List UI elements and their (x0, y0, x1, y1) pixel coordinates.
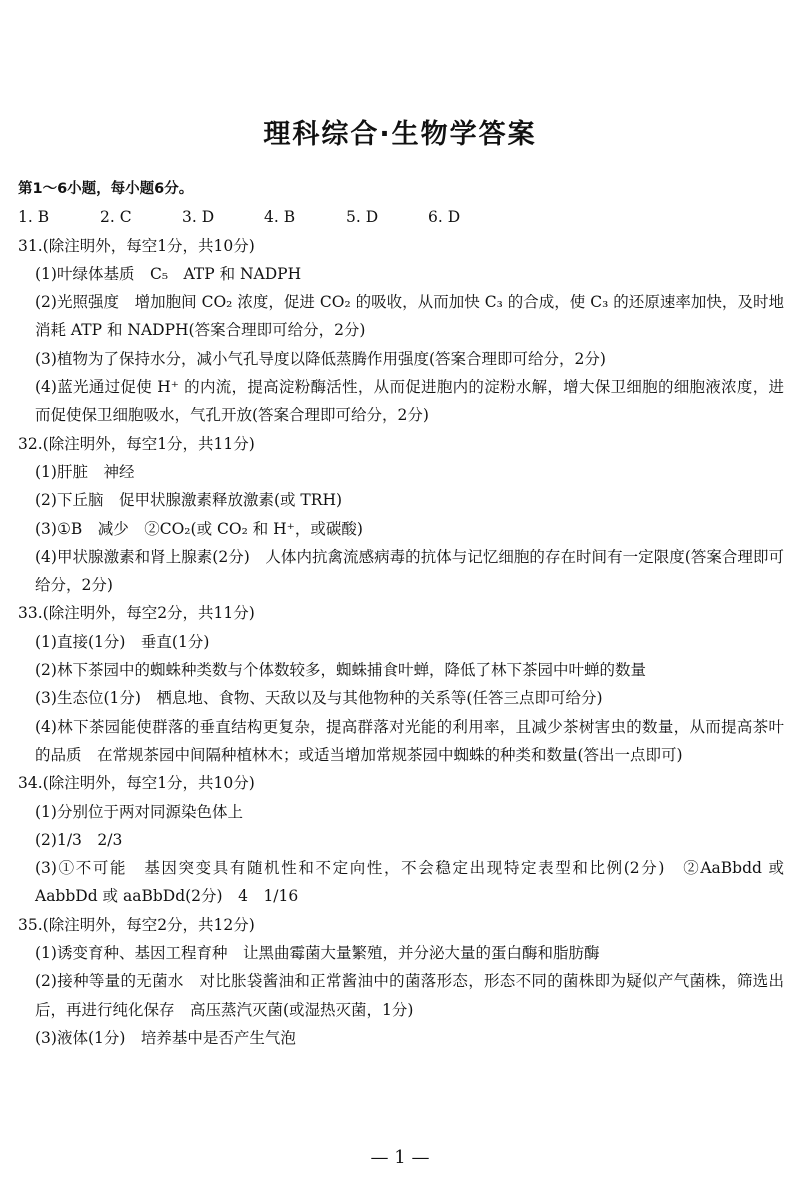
choice-answer-4: 4. B (264, 208, 296, 227)
q32-part1: (1)肝脏 神经 (35, 462, 135, 481)
choice-answer-3: 3. D (182, 208, 215, 227)
q34-part2: (2)1/3 2/3 (35, 830, 123, 849)
q31-header: 31.(除注明外，每空1分，共10分) (18, 236, 255, 255)
q31-part2: (2)光照强度 增加胞间 CO₂ 浓度，促进 CO₂ 的吸收，从而加快 C₃ 的合成，使 C₃ 的还原速率加快，及时地消耗 ATP 和 NADPH(答案合理即可给分，2分) (35, 293, 784, 340)
page-number: — 1 — (370, 1147, 430, 1168)
answer-content (18, 175, 784, 1052)
q33-part4: (4)林下茶园能使群落的垂直结构更复杂，提高群落对光能的利用率，且减少茶树害虫的数量，从而提高茶叶的品质 在常规茶园中间隔种植林木；或适当增加常规茶园中蜘蛛的种类和数量(答出一点即可) (35, 717, 784, 764)
q32-part2: (2)下丘脑 促甲状腺激素释放激素(或 TRH) (35, 491, 343, 510)
q31-part4: (4)蓝光通过促使 H⁺ 的内流，提高淀粉酶活性，从而促进胞内的淀粉水解，增大保卫细胞的细胞液浓度，进而促使保卫细胞吸水，气孔开放(答案合理即可给分，2分) (35, 378, 784, 425)
q35-header: 35.(除注明外，每空2分，共12分) (18, 915, 255, 934)
q33-header: 33.(除注明外，每空2分，共11分) (18, 604, 255, 623)
q32-part3: (3)①B 减少 ②CO₂(或 CO₂ 和 H⁺，或碳酸) (35, 519, 363, 538)
q35-part2: (2)接种等量的无菌水 对比胀袋酱油和正常酱油中的菌落形态，形态不同的菌株即为疑似产气菌株，筛选出后，再进行纯化保存 高压蒸汽灭菌(或湿热灭菌，1分) (35, 972, 784, 1019)
choice-answer-6: 6. D (428, 208, 461, 227)
q34-header: 34.(除注明外，每空1分，共10分) (18, 774, 255, 793)
q34-part1: (1)分别位于两对同源染色体上 (35, 802, 243, 821)
q35-part3: (3)液体(1分) 培养基中是否产生气泡 (35, 1028, 296, 1047)
choice-answer-2: 2. C (100, 208, 132, 227)
q33-part3: (3)生态位(1分) 栖息地、食物、天敌以及与其他物种的关系等(任答三点即可给分) (35, 689, 603, 708)
q32-header: 32.(除注明外，每空1分，共11分) (18, 434, 255, 453)
section-header: 第1～6小题，每小题6分。 (18, 181, 194, 197)
q31-part3: (3)植物为了保持水分，减小气孔导度以降低蒸腾作用强度(答案合理即可给分，2分) (35, 349, 606, 368)
choice-answer-1: 1. B (18, 208, 50, 227)
q34-part3: (3)①不可能 基因突变具有随机性和不定向性，不会稳定出现特定表型和比例(2分) ②AaBbdd 或 AabbDd 或 aaBbDd(2分) 4 1/16 (35, 859, 784, 906)
choice-answers-row (18, 203, 784, 231)
choice-answer-5: 5. D (346, 208, 379, 227)
q35-part1: (1)诱变育种、基因工程育种 让黑曲霉菌大量繁殖，并分泌大量的蛋白酶和脂肪酶 (35, 944, 600, 963)
q32-part4: (4)甲状腺激素和肾上腺素(2分) 人体内抗禽流感病毒的抗体与记忆细胞的存在时间有一定限度(答案合理即可给分，2分) (35, 547, 784, 595)
q31-part1: (1)叶绿体基质 C₅ ATP 和 NADPH (35, 264, 302, 283)
q33-part2: (2)林下茶园中的蜘蛛种类数与个体数较多，蜘蛛捕食叶蝉，降低了林下茶园中叶蝉的数量 (35, 661, 646, 680)
q33-part1: (1)直接(1分) 垂直(1分) (35, 632, 210, 651)
page-title: 理科综合·生物学答案 (263, 119, 537, 150)
